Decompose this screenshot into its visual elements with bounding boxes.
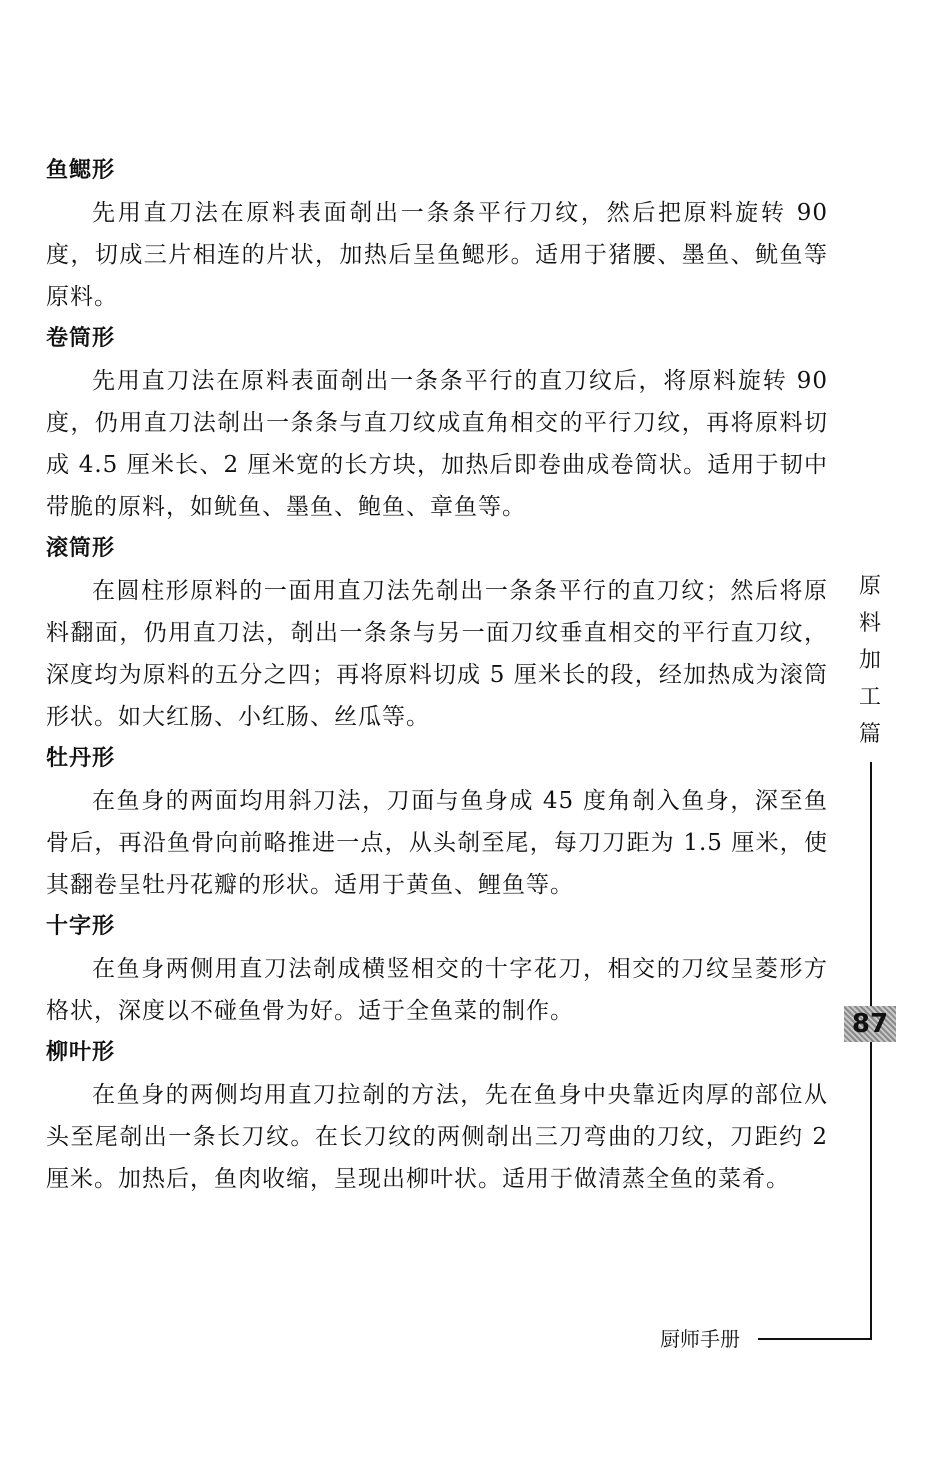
section-paragraph: 在鱼身的两面均用斜刀法，刀面与鱼身成 45 度角剞入鱼身，深至鱼骨后，再沿鱼骨向前略推进一点，从头剞至尾，每刀刀距为 1.5 厘米，使其翻卷呈牡丹花瓣的形状。适用于黄鱼、鲤鱼等。 xyxy=(46,788,828,898)
side-divider-upper xyxy=(870,762,872,1006)
chapter-char: 工 xyxy=(858,685,881,710)
chapter-char: 加 xyxy=(858,648,881,673)
section-heading: 鱼鳃形 xyxy=(46,158,116,183)
section-liuye xyxy=(46,1032,828,1200)
chapter-char: 篇 xyxy=(858,722,881,747)
section-heading: 柳叶形 xyxy=(46,1040,116,1065)
section-paragraph: 先用直刀法在原料表面剞出一条条平行的直刀纹后，将原料旋转 90 度，仍用直刀法剞出一条条与直刀纹成直角相交的平行刀纹，再将原料切成 4.5 厘米长、2 厘米宽的长方块，加热后即卷曲成卷筒状。适用于韧中带脆的原料，如鱿鱼、墨鱼、鲍鱼、章鱼等。 xyxy=(46,368,828,520)
section-paragraph: 在圆柱形原料的一面用直刀法先剞出一条条平行的直刀纹；然后将原料翻面，仍用直刀法，剞出一条条与另一面刀纹垂直相交的平行直刀纹，深度均为原料的五分之四；再将原料切成 5 厘米长的段，经加热成为滚筒形状。如大红肠、小红肠、丝瓜等。 xyxy=(46,578,828,730)
page-number-badge: 87 xyxy=(844,1006,896,1042)
footer-book-title: 厨师手册 xyxy=(660,1327,740,1351)
chapter-char: 料 xyxy=(858,611,881,636)
section-shizi xyxy=(46,906,828,1032)
footer-rule xyxy=(758,1338,872,1340)
section-paragraph: 在鱼身的两侧均用直刀拉剞的方法，先在鱼身中央靠近肉厚的部位从头至尾剞出一条长刀纹。在长刀纹的两侧剞出三刀弯曲的刀纹，刀距约 2 厘米。加热后，鱼肉收缩，呈现出柳叶状。适用于做清蒸全鱼的菜肴。 xyxy=(46,1082,828,1192)
section-juantong xyxy=(46,318,828,528)
section-heading: 牡丹形 xyxy=(46,746,116,771)
section-mudan xyxy=(46,738,828,906)
section-paragraph: 先用直刀法在原料表面剞出一条条平行刀纹，然后把原料旋转 90 度，切成三片相连的片状，加热后呈鱼鳃形。适用于猪腰、墨鱼、鱿鱼等原料。 xyxy=(46,200,828,310)
main-text xyxy=(46,150,828,1200)
section-heading: 滚筒形 xyxy=(46,536,116,561)
section-paragraph: 在鱼身两侧用直刀法剞成横竖相交的十字花刀，相交的刀纹呈菱形方格状，深度以不碰鱼骨为好。适于全鱼菜的制作。 xyxy=(46,956,828,1024)
section-heading: 十字形 xyxy=(46,914,116,939)
chapter-char: 原 xyxy=(858,574,881,599)
side-divider-lower xyxy=(870,1042,872,1340)
section-heading: 卷筒形 xyxy=(46,326,116,351)
section-yusai xyxy=(46,150,828,318)
section-guntong xyxy=(46,528,828,738)
chapter-side-title xyxy=(855,568,885,753)
